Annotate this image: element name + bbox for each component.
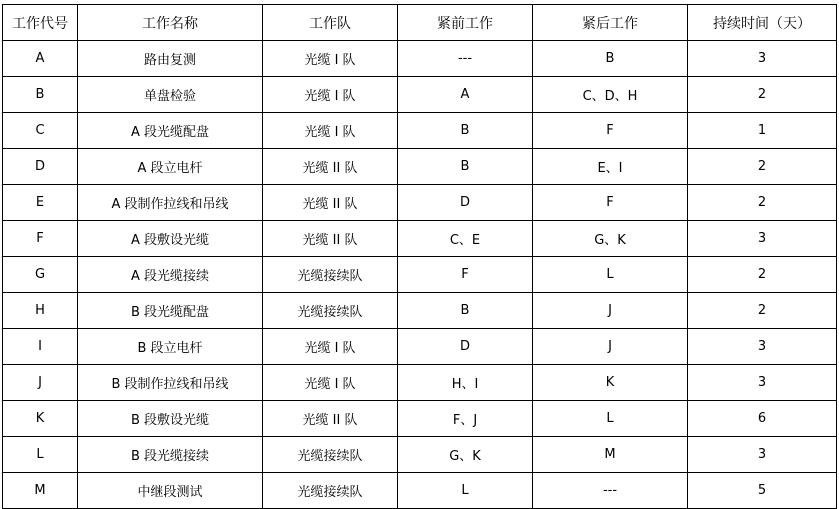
cell-predecessor: B bbox=[398, 149, 533, 185]
cell-work-code: M bbox=[3, 473, 78, 509]
cell-duration: 2 bbox=[688, 293, 837, 329]
header-work-name: 工作名称 bbox=[78, 5, 263, 41]
cell-work-name: A 段立电杆 bbox=[78, 149, 263, 185]
cell-successor: J bbox=[533, 329, 688, 365]
cell-work-code: H bbox=[3, 293, 78, 329]
cell-work-team: 光缆接续队 bbox=[263, 293, 398, 329]
cell-duration: 6 bbox=[688, 401, 837, 437]
table-row bbox=[3, 293, 837, 329]
cell-work-name: A 段光缆配盘 bbox=[78, 113, 263, 149]
cell-work-team: 光缆接续队 bbox=[263, 473, 398, 509]
cell-duration: 5 bbox=[688, 473, 837, 509]
cell-work-name: B 段制作拉线和吊线 bbox=[78, 365, 263, 401]
cell-work-code: I bbox=[3, 329, 78, 365]
cell-work-code: D bbox=[3, 149, 78, 185]
header-successor: 紧后工作 bbox=[533, 5, 688, 41]
cell-duration: 2 bbox=[688, 257, 837, 293]
cell-work-team: 光缆接续队 bbox=[263, 437, 398, 473]
cell-work-code: J bbox=[3, 365, 78, 401]
table-row bbox=[3, 221, 837, 257]
cell-work-team: 光缆 II 队 bbox=[263, 401, 398, 437]
cell-duration: 2 bbox=[688, 149, 837, 185]
cell-successor: L bbox=[533, 257, 688, 293]
cell-successor: L bbox=[533, 401, 688, 437]
cell-duration: 2 bbox=[688, 77, 837, 113]
table-row bbox=[3, 77, 837, 113]
cell-work-name: A 段光缆接续 bbox=[78, 257, 263, 293]
table-header-row bbox=[3, 5, 837, 41]
cell-duration: 3 bbox=[688, 41, 837, 77]
header-work-code: 工作代号 bbox=[3, 5, 78, 41]
cell-work-team: 光缆 II 队 bbox=[263, 185, 398, 221]
cell-work-code: G bbox=[3, 257, 78, 293]
cell-successor: F bbox=[533, 113, 688, 149]
cell-work-name: B 段光缆配盘 bbox=[78, 293, 263, 329]
cell-work-team: 光缆 II 队 bbox=[263, 149, 398, 185]
table-row bbox=[3, 473, 837, 509]
cell-work-name: B 段立电杆 bbox=[78, 329, 263, 365]
cell-successor: F bbox=[533, 185, 688, 221]
cell-predecessor: D bbox=[398, 329, 533, 365]
table-row bbox=[3, 401, 837, 437]
cell-work-code: K bbox=[3, 401, 78, 437]
cell-work-team: 光缆 I 队 bbox=[263, 113, 398, 149]
cell-successor: B bbox=[533, 41, 688, 77]
cell-duration: 3 bbox=[688, 437, 837, 473]
cell-predecessor: F、J bbox=[398, 401, 533, 437]
cell-work-name: B 段敷设光缆 bbox=[78, 401, 263, 437]
table-row bbox=[3, 185, 837, 221]
table-row bbox=[3, 113, 837, 149]
cell-predecessor: C、E bbox=[398, 221, 533, 257]
table-row bbox=[3, 41, 837, 77]
cell-successor: G、K bbox=[533, 221, 688, 257]
cell-work-code: L bbox=[3, 437, 78, 473]
cell-work-name: 中继段测试 bbox=[78, 473, 263, 509]
cell-predecessor: H、I bbox=[398, 365, 533, 401]
cell-predecessor: G、K bbox=[398, 437, 533, 473]
cell-work-name: A 段敷设光缆 bbox=[78, 221, 263, 257]
cell-successor: C、D、H bbox=[533, 77, 688, 113]
cell-work-team: 光缆 I 队 bbox=[263, 41, 398, 77]
table-row bbox=[3, 149, 837, 185]
cell-predecessor: B bbox=[398, 113, 533, 149]
cell-predecessor: F bbox=[398, 257, 533, 293]
cell-predecessor: B bbox=[398, 293, 533, 329]
table-row bbox=[3, 365, 837, 401]
cell-predecessor: --- bbox=[398, 41, 533, 77]
cell-successor: E、I bbox=[533, 149, 688, 185]
cell-work-team: 光缆 II 队 bbox=[263, 221, 398, 257]
table-row bbox=[3, 257, 837, 293]
cell-work-code: E bbox=[3, 185, 78, 221]
table-row bbox=[3, 329, 837, 365]
cell-work-name: A 段制作拉线和吊线 bbox=[78, 185, 263, 221]
cell-work-team: 光缆 I 队 bbox=[263, 329, 398, 365]
cell-duration: 3 bbox=[688, 221, 837, 257]
cell-successor: J bbox=[533, 293, 688, 329]
cell-work-code: B bbox=[3, 77, 78, 113]
cell-duration: 3 bbox=[688, 365, 837, 401]
cell-successor: M bbox=[533, 437, 688, 473]
cell-predecessor: A bbox=[398, 77, 533, 113]
cell-duration: 1 bbox=[688, 113, 837, 149]
cell-work-name: 路由复测 bbox=[78, 41, 263, 77]
cell-work-name: 单盘检验 bbox=[78, 77, 263, 113]
cell-work-code: C bbox=[3, 113, 78, 149]
header-work-team: 工作队 bbox=[263, 5, 398, 41]
cell-work-team: 光缆接续队 bbox=[263, 257, 398, 293]
header-duration: 持续时间（天） bbox=[688, 5, 837, 41]
cell-work-name: B 段光缆接续 bbox=[78, 437, 263, 473]
table-body bbox=[3, 41, 837, 509]
cell-predecessor: L bbox=[398, 473, 533, 509]
table-row bbox=[3, 437, 837, 473]
cell-successor: K bbox=[533, 365, 688, 401]
cell-successor: --- bbox=[533, 473, 688, 509]
cell-predecessor: D bbox=[398, 185, 533, 221]
cell-work-code: A bbox=[3, 41, 78, 77]
cell-duration: 2 bbox=[688, 185, 837, 221]
cell-work-team: 光缆 I 队 bbox=[263, 365, 398, 401]
cell-work-code: F bbox=[3, 221, 78, 257]
header-predecessor: 紧前工作 bbox=[398, 5, 533, 41]
cell-work-team: 光缆 I 队 bbox=[263, 77, 398, 113]
cell-duration: 3 bbox=[688, 329, 837, 365]
work-schedule-table bbox=[2, 4, 837, 509]
